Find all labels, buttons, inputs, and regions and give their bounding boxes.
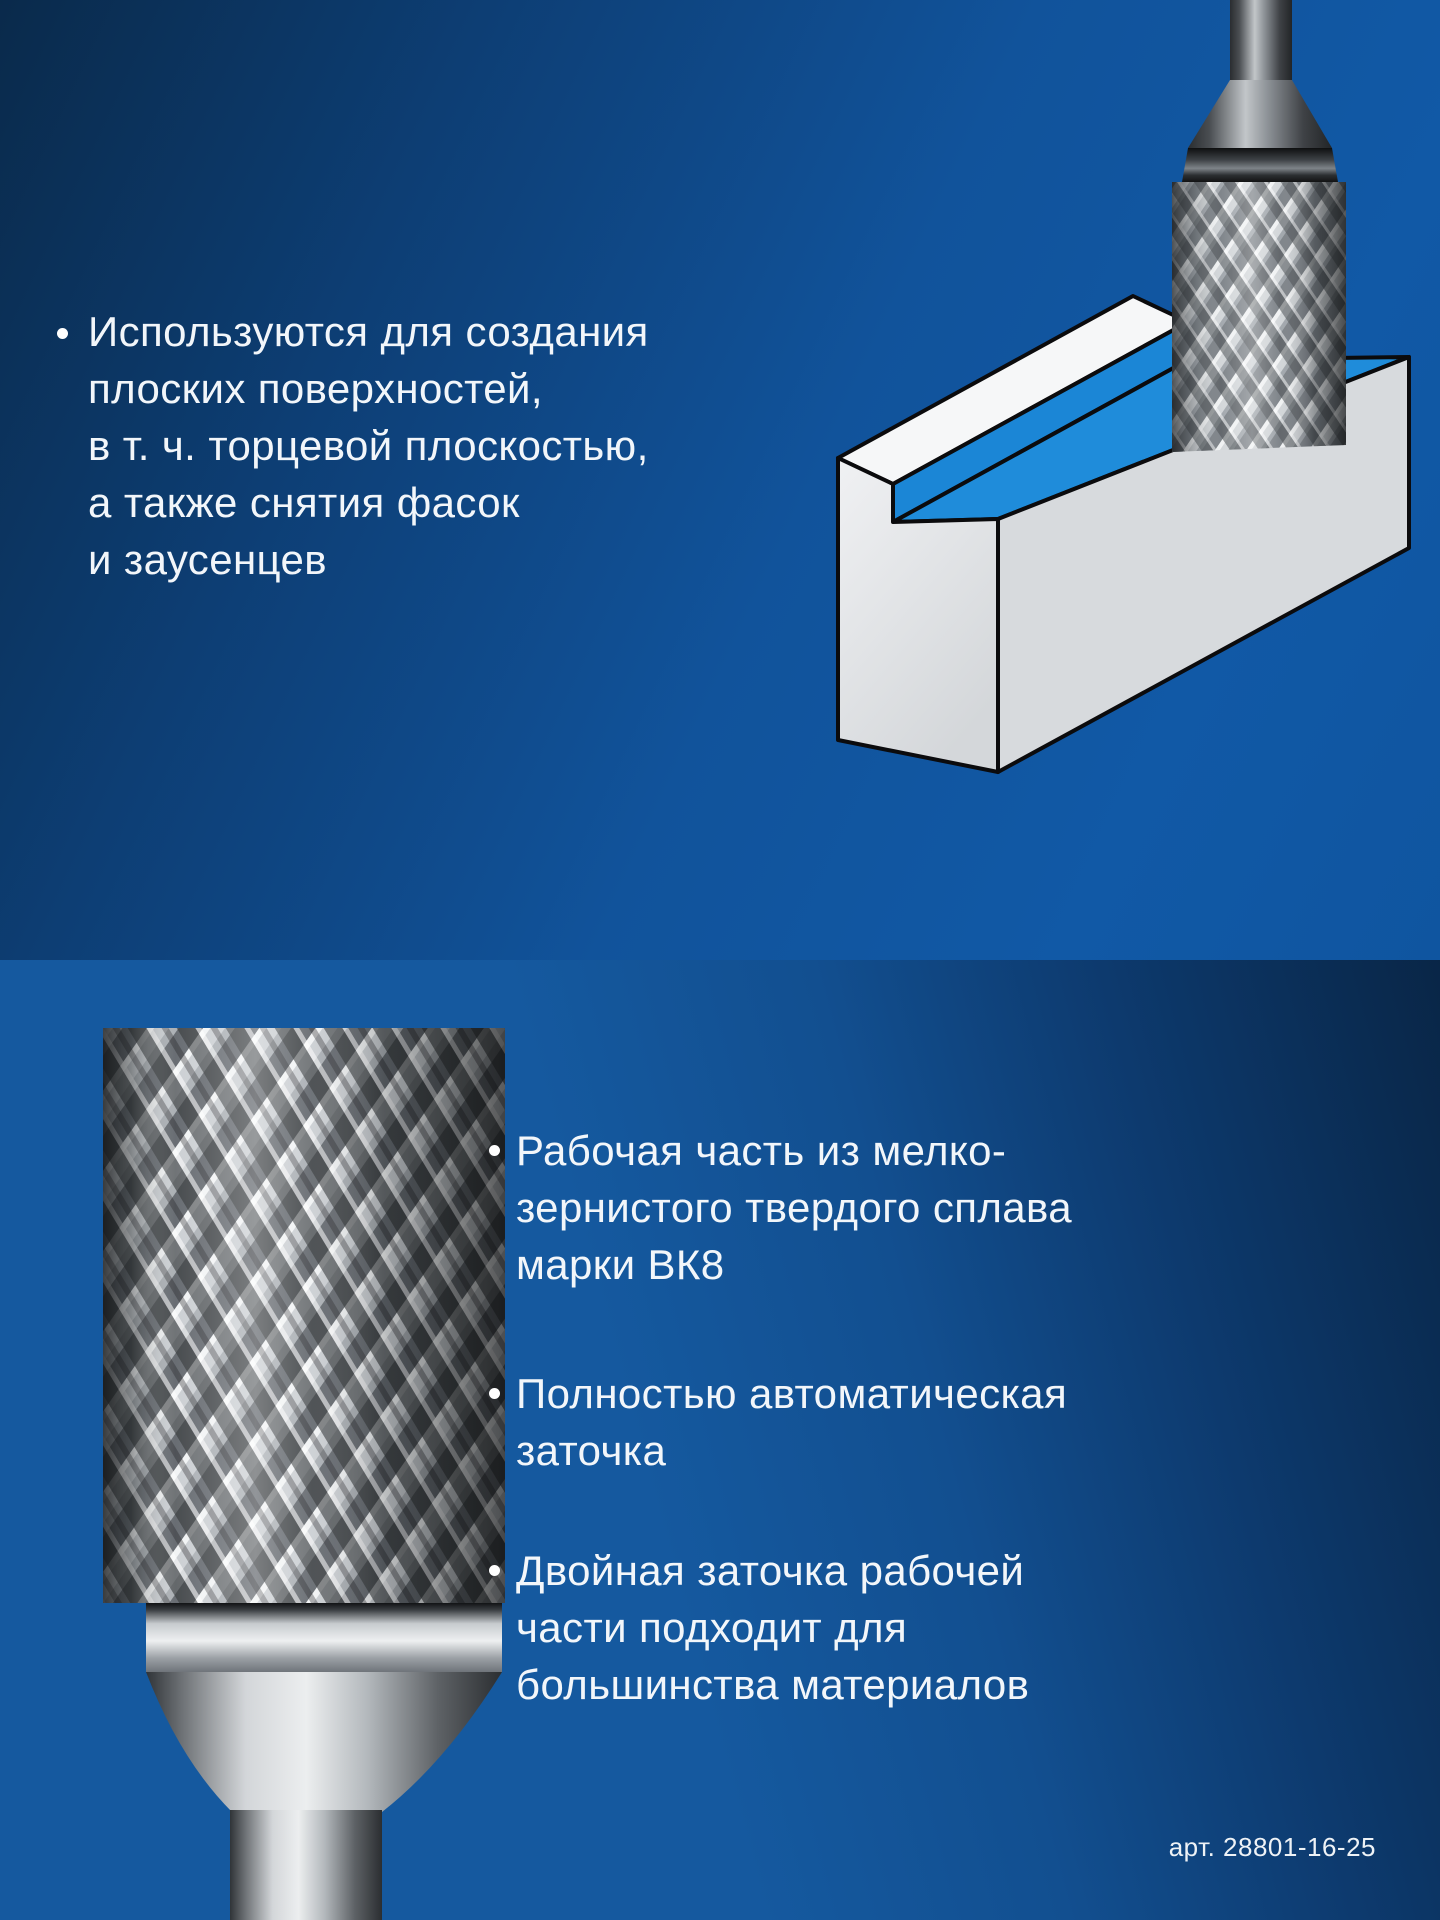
feature-line: Рабочая часть из мелко- — [516, 1127, 1007, 1174]
feature-line: марки ВК8 — [516, 1241, 725, 1288]
feature-line: заточка — [516, 1427, 667, 1474]
burr-photo-shank — [230, 1810, 382, 1920]
bullet-dot — [489, 1388, 500, 1399]
usage-line: в т. ч. торцевой плоскостью, — [88, 422, 649, 469]
burr-photo — [60, 1000, 560, 1920]
usage-line: плоских поверхностей, — [88, 365, 543, 412]
feature-bullet-material — [516, 1122, 1072, 1293]
burr-photo-neck — [146, 1672, 502, 1812]
feature-line: большинства материалов — [516, 1661, 1030, 1708]
usage-line: Используются для создания — [88, 308, 649, 355]
burr-photo-collar — [146, 1603, 502, 1672]
bottom-section — [0, 960, 1440, 1920]
burr-shank — [1230, 0, 1292, 84]
feature-line: Двойная заточка рабочей — [516, 1547, 1025, 1594]
bullet-dot — [489, 1565, 500, 1576]
feature-line: части подходит для — [516, 1604, 908, 1651]
usage-bullet — [88, 303, 649, 588]
burr-cutting-illustration — [720, 0, 1440, 800]
bullet-dot — [57, 328, 68, 339]
bullet-dot — [489, 1145, 500, 1156]
burr-tool — [1172, 0, 1346, 452]
burr-shank-flare — [1188, 80, 1332, 148]
feature-line: Полностью автоматическая — [516, 1370, 1068, 1417]
feature-line: зернистого твердого сплава — [516, 1184, 1073, 1231]
article-number: арт. 28801-16-25 — [1168, 1832, 1376, 1862]
burr-photo-head — [103, 1028, 505, 1603]
burr-head — [1172, 182, 1346, 452]
feature-bullet-sharpening — [516, 1365, 1067, 1479]
feature-bullet-double-cut — [516, 1542, 1029, 1713]
usage-line: а также снятия фасок — [88, 479, 520, 526]
usage-line: и заусенцев — [88, 536, 328, 583]
burr-collar — [1182, 148, 1338, 182]
